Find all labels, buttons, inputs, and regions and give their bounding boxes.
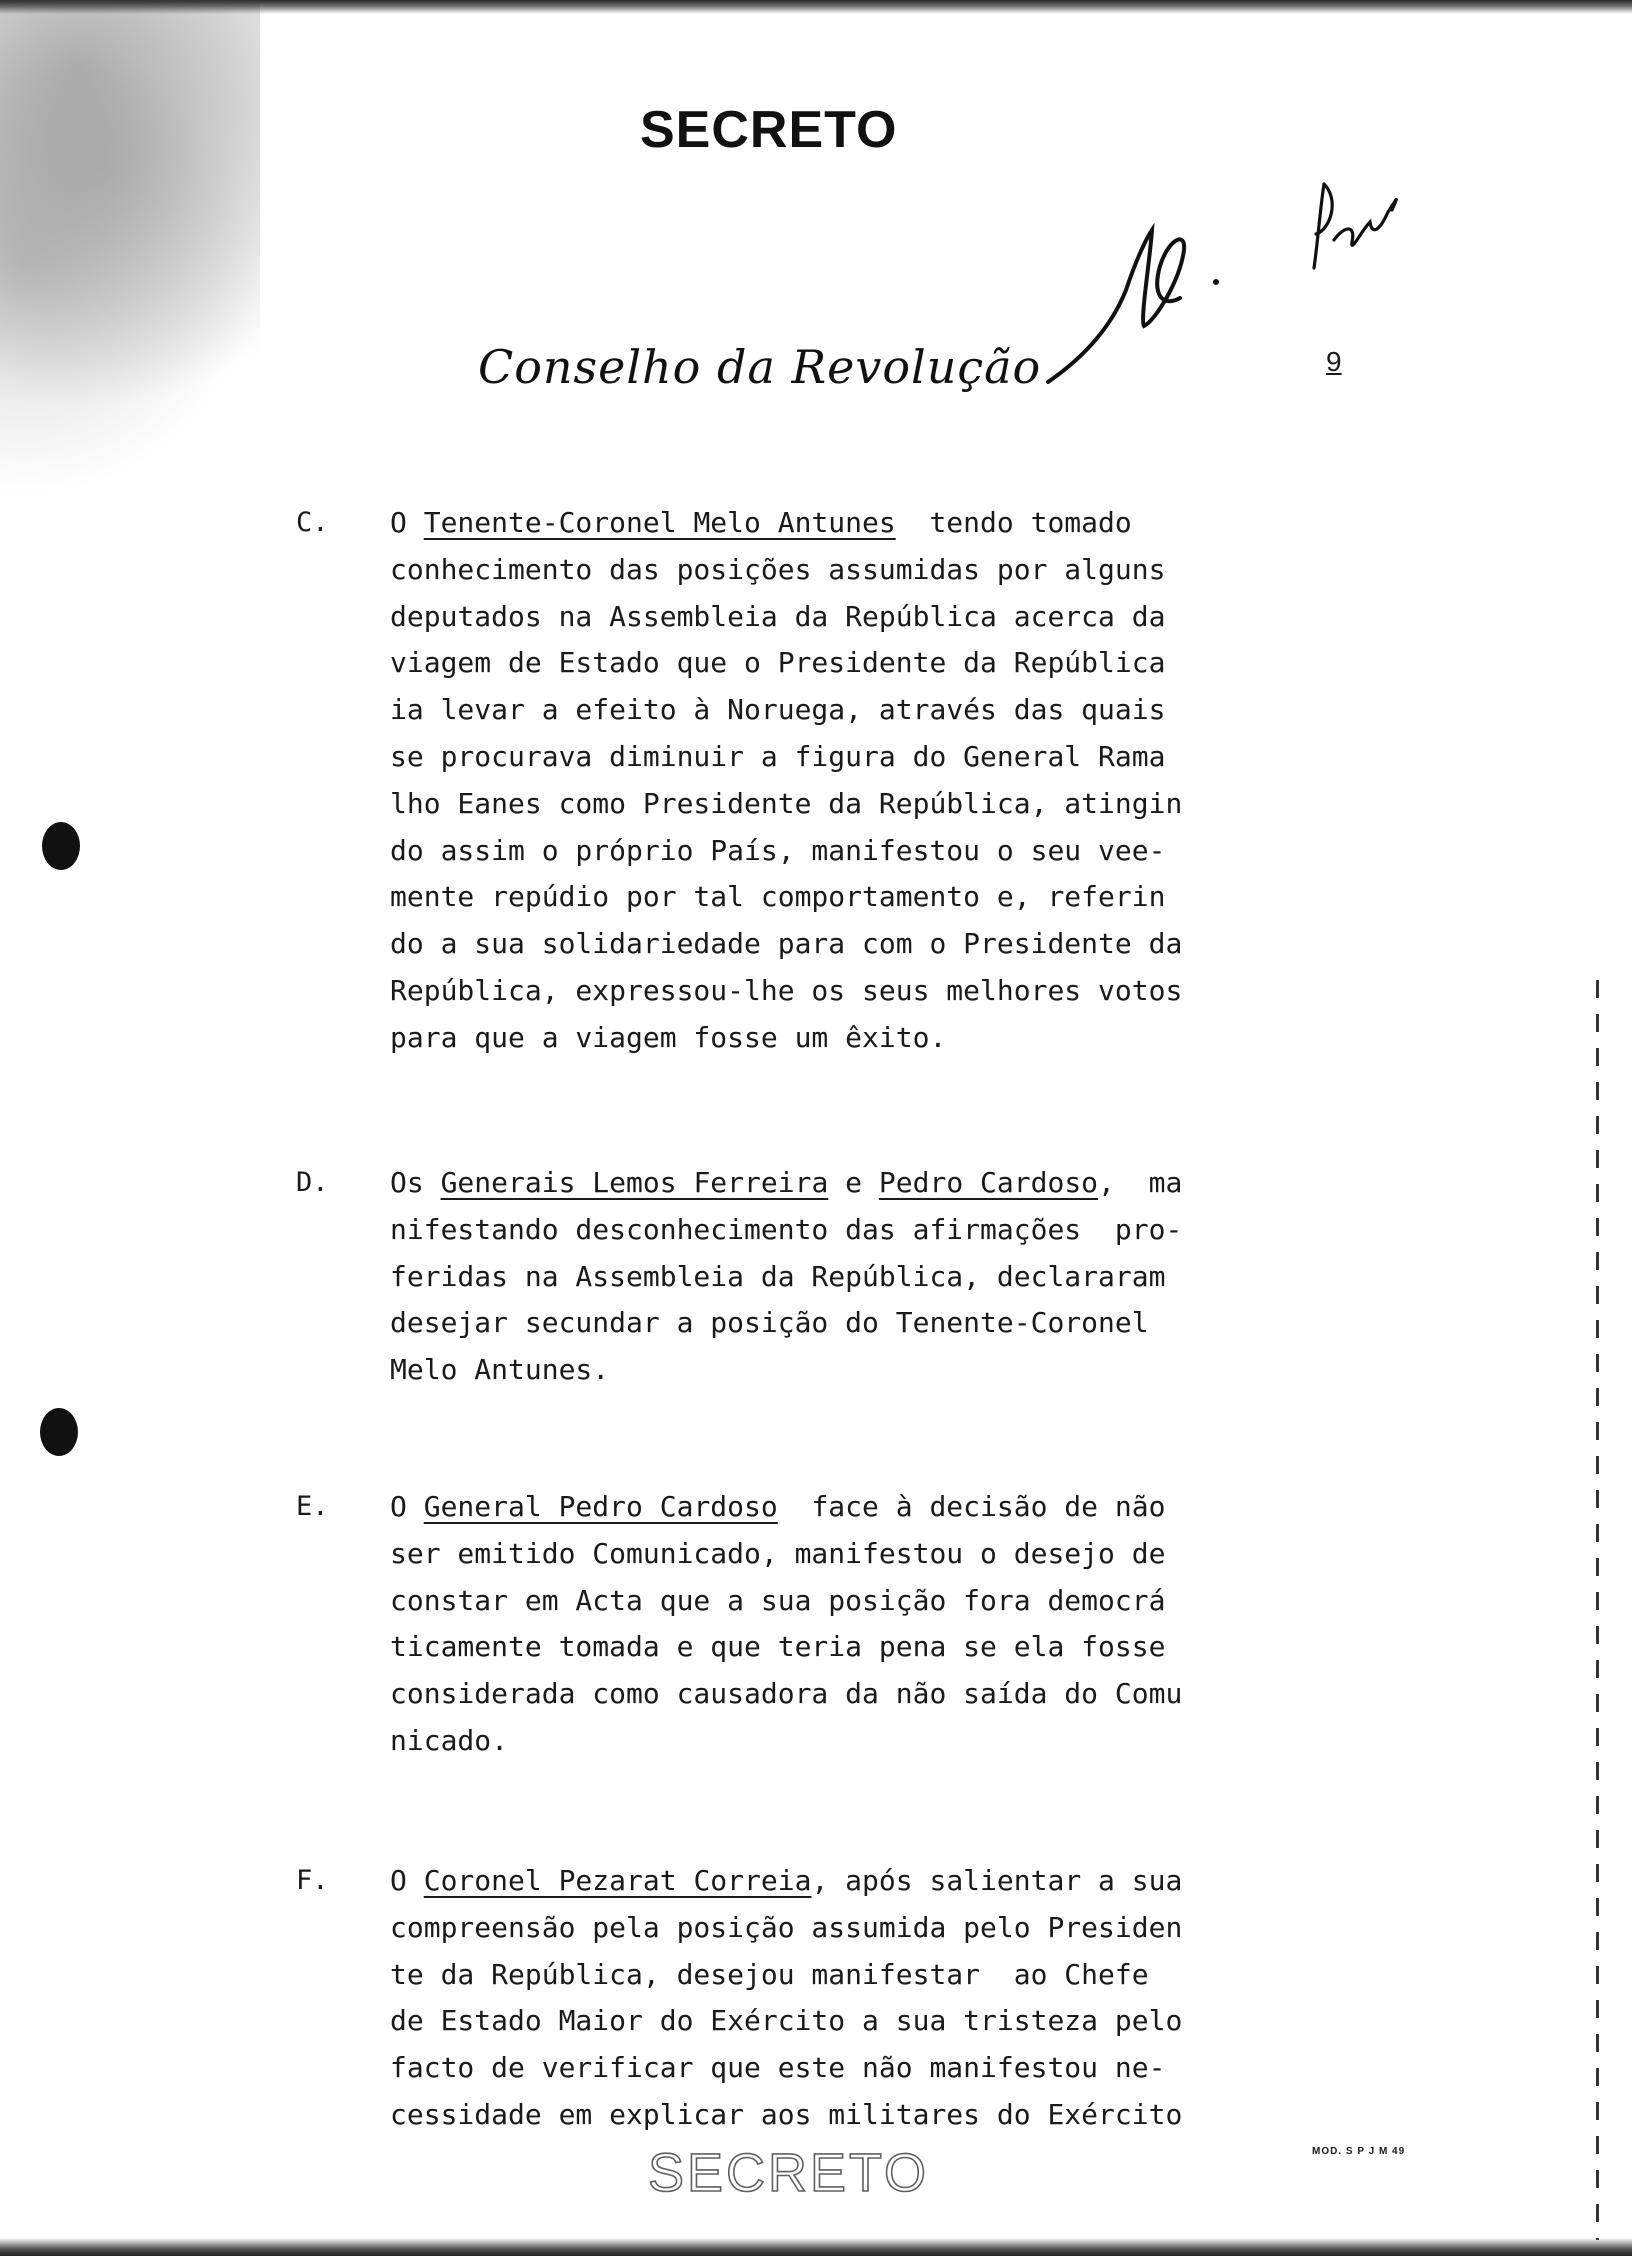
text-segment: ser emitido Comunicado, manifestou o desejo de: [390, 1536, 1166, 1570]
text-segment: se procurava diminuir a figura do General Rama: [390, 739, 1166, 773]
text-segment: ia levar a efeito à Noruega, através das quais: [390, 693, 1166, 727]
text-line: [390, 828, 1290, 875]
text-segment: O: [390, 1864, 424, 1897]
handwritten-initials: [1300, 170, 1420, 280]
paragraph-body: [390, 1858, 1290, 2139]
text-line: [390, 968, 1290, 1015]
text-segment: ticamente tomada e que teria pena se ela fosse: [390, 1630, 1166, 1664]
letterhead: Conselho da Revolução: [478, 340, 1042, 394]
text-segment: cessidade em explicar aos militares do Exército: [390, 2097, 1183, 2131]
text-line: [390, 1531, 1290, 1578]
text-line: [390, 500, 1290, 547]
text-line: [390, 1671, 1290, 1718]
text-segment: de Estado Maior do Exército a sua tristeza pelo: [390, 2004, 1183, 2038]
scan-noise: [0, 0, 260, 660]
text-segment: nifestando desconhecimento das afirmações pro-: [390, 1212, 1183, 1246]
text-line: [390, 2092, 1290, 2139]
text-line: [390, 547, 1290, 594]
text-segment: deputados na Assembleia da República acerca da: [390, 599, 1166, 633]
punch-hole-upper: [42, 822, 80, 870]
text-segment: compreensão pela posição assumida pelo Presiden: [390, 1910, 1183, 1944]
text-line: [390, 1254, 1290, 1301]
text-segment: conhecimento das posições assumidas por alguns: [390, 552, 1166, 586]
text-segment: e: [828, 1166, 879, 1199]
text-line: [390, 1484, 1290, 1531]
text-line: [390, 687, 1290, 734]
text-segment: República, expressou-lhe os seus melhores votos: [390, 973, 1183, 1007]
underlined-name: Tenente-Coronel Melo Antunes: [423, 506, 896, 539]
page-number: 9: [1326, 346, 1342, 377]
paragraph-body: [390, 1160, 1290, 1394]
text-line: [390, 1300, 1290, 1347]
scan-right-edge: [1596, 980, 1599, 2240]
text-line: [390, 1160, 1290, 1207]
text-segment: te da República, desejou manifestar ao Chefe: [390, 1957, 1149, 1991]
text-line: [390, 1858, 1290, 1905]
text-line: [390, 734, 1290, 781]
punch-hole-lower: [40, 1408, 78, 1456]
text-line: [390, 874, 1290, 921]
text-segment: facto de verificar que este não manifestou ne-: [390, 2051, 1166, 2085]
text-segment: Os: [390, 1166, 441, 1199]
text-segment: para que a viagem fosse um êxito.: [390, 1020, 947, 1054]
text-segment: lho Eanes como Presidente da República, atingin: [390, 786, 1183, 820]
paragraph-letter: C.: [296, 507, 329, 538]
text-line: [390, 594, 1290, 641]
text-line: [390, 921, 1290, 968]
text-segment: feridas na Assembleia da República, declararam: [390, 1259, 1166, 1293]
handwritten-signature: [1040, 170, 1240, 400]
paragraph-body: [390, 1484, 1290, 1765]
text-line: [390, 2045, 1290, 2092]
text-line: [390, 640, 1290, 687]
text-segment: mente repúdio por tal comportamento e, referin: [390, 880, 1166, 914]
text-line: [390, 1347, 1290, 1394]
text-segment: considerada como causadora da não saída do Comu: [390, 1677, 1183, 1711]
text-segment: Melo Antunes.: [390, 1353, 610, 1387]
text-line: [390, 1952, 1290, 1999]
text-line: [390, 1015, 1290, 1062]
classification-stamp-bottom: SECRETO: [648, 2143, 930, 2203]
paragraph-letter: E.: [296, 1491, 329, 1522]
underlined-name: Coronel Pezarat Correia: [423, 1864, 812, 1897]
text-line: [390, 1718, 1290, 1765]
text-line: [390, 1207, 1290, 1254]
text-segment: O: [390, 1490, 424, 1523]
text-line: [390, 1998, 1290, 2045]
text-segment: nicado.: [390, 1723, 509, 1757]
underlined-name: Generais Lemos Ferreira: [440, 1166, 829, 1199]
text-segment: constar em Acta que a sua posição fora democrá: [390, 1583, 1166, 1617]
underlined-name: Pedro Cardoso: [878, 1166, 1099, 1199]
paragraph-letter: F.: [296, 1865, 329, 1896]
text-segment: , ma: [1098, 1166, 1183, 1199]
text-segment: face à decisão de não: [777, 1490, 1166, 1523]
form-code: MOD. S P J M 49: [1312, 2146, 1406, 2157]
classification-stamp-top: SECRETO: [640, 101, 898, 159]
text-line: [390, 781, 1290, 828]
underlined-name: General Pedro Cardoso: [423, 1490, 778, 1523]
text-segment: do assim o próprio País, manifestou o seu vee-: [390, 833, 1166, 867]
scan-bottom-edge: [0, 2238, 1632, 2256]
text-segment: , após salientar a sua: [811, 1864, 1183, 1897]
text-segment: O: [390, 506, 424, 539]
text-segment: viagem de Estado que o Presidente da República: [390, 646, 1166, 680]
text-segment: do a sua solidariedade para com o Presidente da: [390, 927, 1183, 961]
paragraph-letter: D.: [296, 1167, 329, 1198]
text-line: [390, 1578, 1290, 1625]
text-segment: tendo tomado: [895, 506, 1132, 539]
text-line: [390, 1624, 1290, 1671]
text-line: [390, 1905, 1290, 1952]
paragraph-body: [390, 500, 1290, 1062]
text-segment: desejar secundar a posição do Tenente-Coronel: [390, 1306, 1149, 1340]
